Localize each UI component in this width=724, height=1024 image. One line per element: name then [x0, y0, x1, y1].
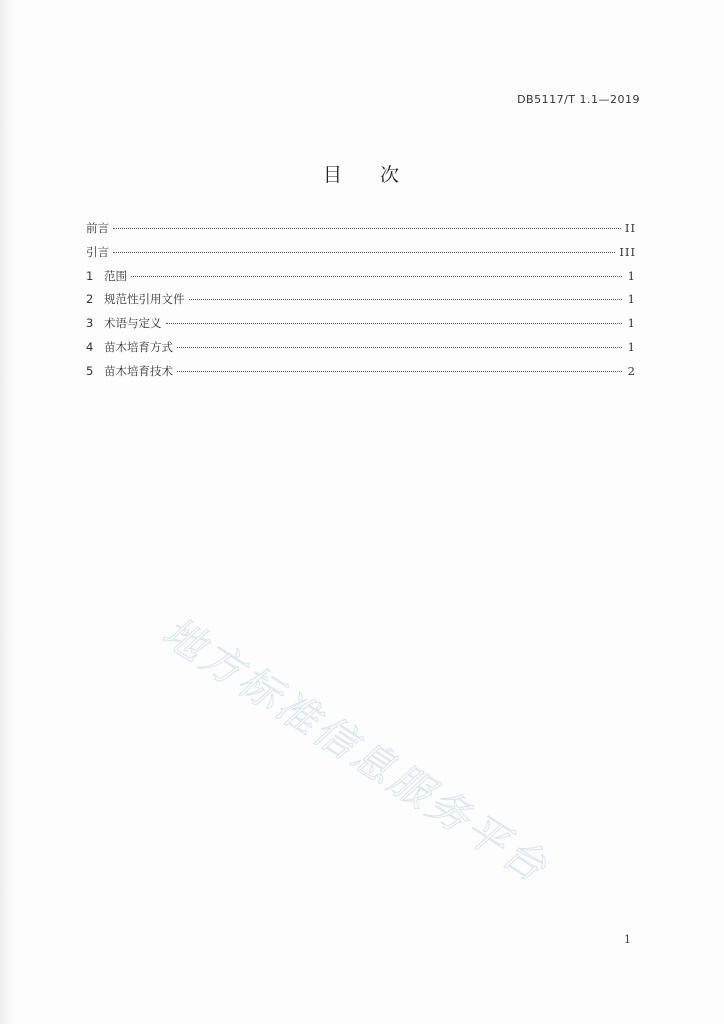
toc-entry-number: 3 [86, 316, 94, 331]
toc-entry-number: 1 [86, 268, 94, 283]
standard-code: DB5117/T 1.1—2019 [517, 93, 640, 106]
watermark-text: 地方标准信息服务平台 [153, 607, 558, 893]
toc-entry-label: 苗木培育技术 [104, 363, 173, 378]
dot-leader [177, 371, 622, 372]
toc-entry-foreword[interactable] [86, 220, 636, 244]
dot-leader [177, 347, 622, 348]
toc-entry-number: 4 [86, 339, 94, 354]
toc-entry-number: 2 [86, 292, 94, 307]
toc-entry-page: 1 [627, 316, 636, 331]
scan-shadow-edge [0, 0, 14, 1024]
toc-entry-page: III [619, 244, 636, 259]
toc-entry-label: 前言 [86, 221, 109, 235]
dot-leader [131, 276, 622, 277]
toc-title-part2: 次 [380, 164, 402, 186]
toc-entry-page: 1 [627, 292, 636, 307]
toc-entry-label: 术语与定义 [104, 316, 162, 331]
toc-entry-normative-references[interactable] [86, 291, 636, 315]
toc-entry-cultivation-methods[interactable] [86, 339, 636, 363]
dot-leader [166, 323, 623, 324]
toc-entry-introduction[interactable] [86, 244, 636, 268]
toc-entry-page: 1 [627, 339, 636, 354]
dot-leader [113, 228, 621, 229]
dot-leader [189, 299, 623, 300]
toc-entry-page: II [624, 221, 636, 235]
toc-entry-number: 5 [86, 363, 94, 378]
toc-entry-scope[interactable] [86, 268, 636, 292]
toc-entry-label: 引言 [86, 244, 109, 259]
toc-entry-label: 规范性引用文件 [104, 292, 185, 307]
toc-entry-page: 1 [627, 268, 636, 283]
page-number: 1 [624, 933, 631, 946]
toc-entry-label: 苗木培育方式 [104, 339, 173, 354]
toc-entry-label: 范围 [104, 268, 127, 283]
toc-entry-cultivation-techniques[interactable] [86, 363, 636, 387]
toc-title [0, 160, 724, 187]
toc-title-part1: 目 [322, 164, 344, 186]
dot-leader [113, 252, 615, 253]
toc-entry-terms-definitions[interactable] [86, 315, 636, 339]
toc-entry-page: 2 [627, 363, 636, 378]
toc-list [86, 220, 636, 387]
